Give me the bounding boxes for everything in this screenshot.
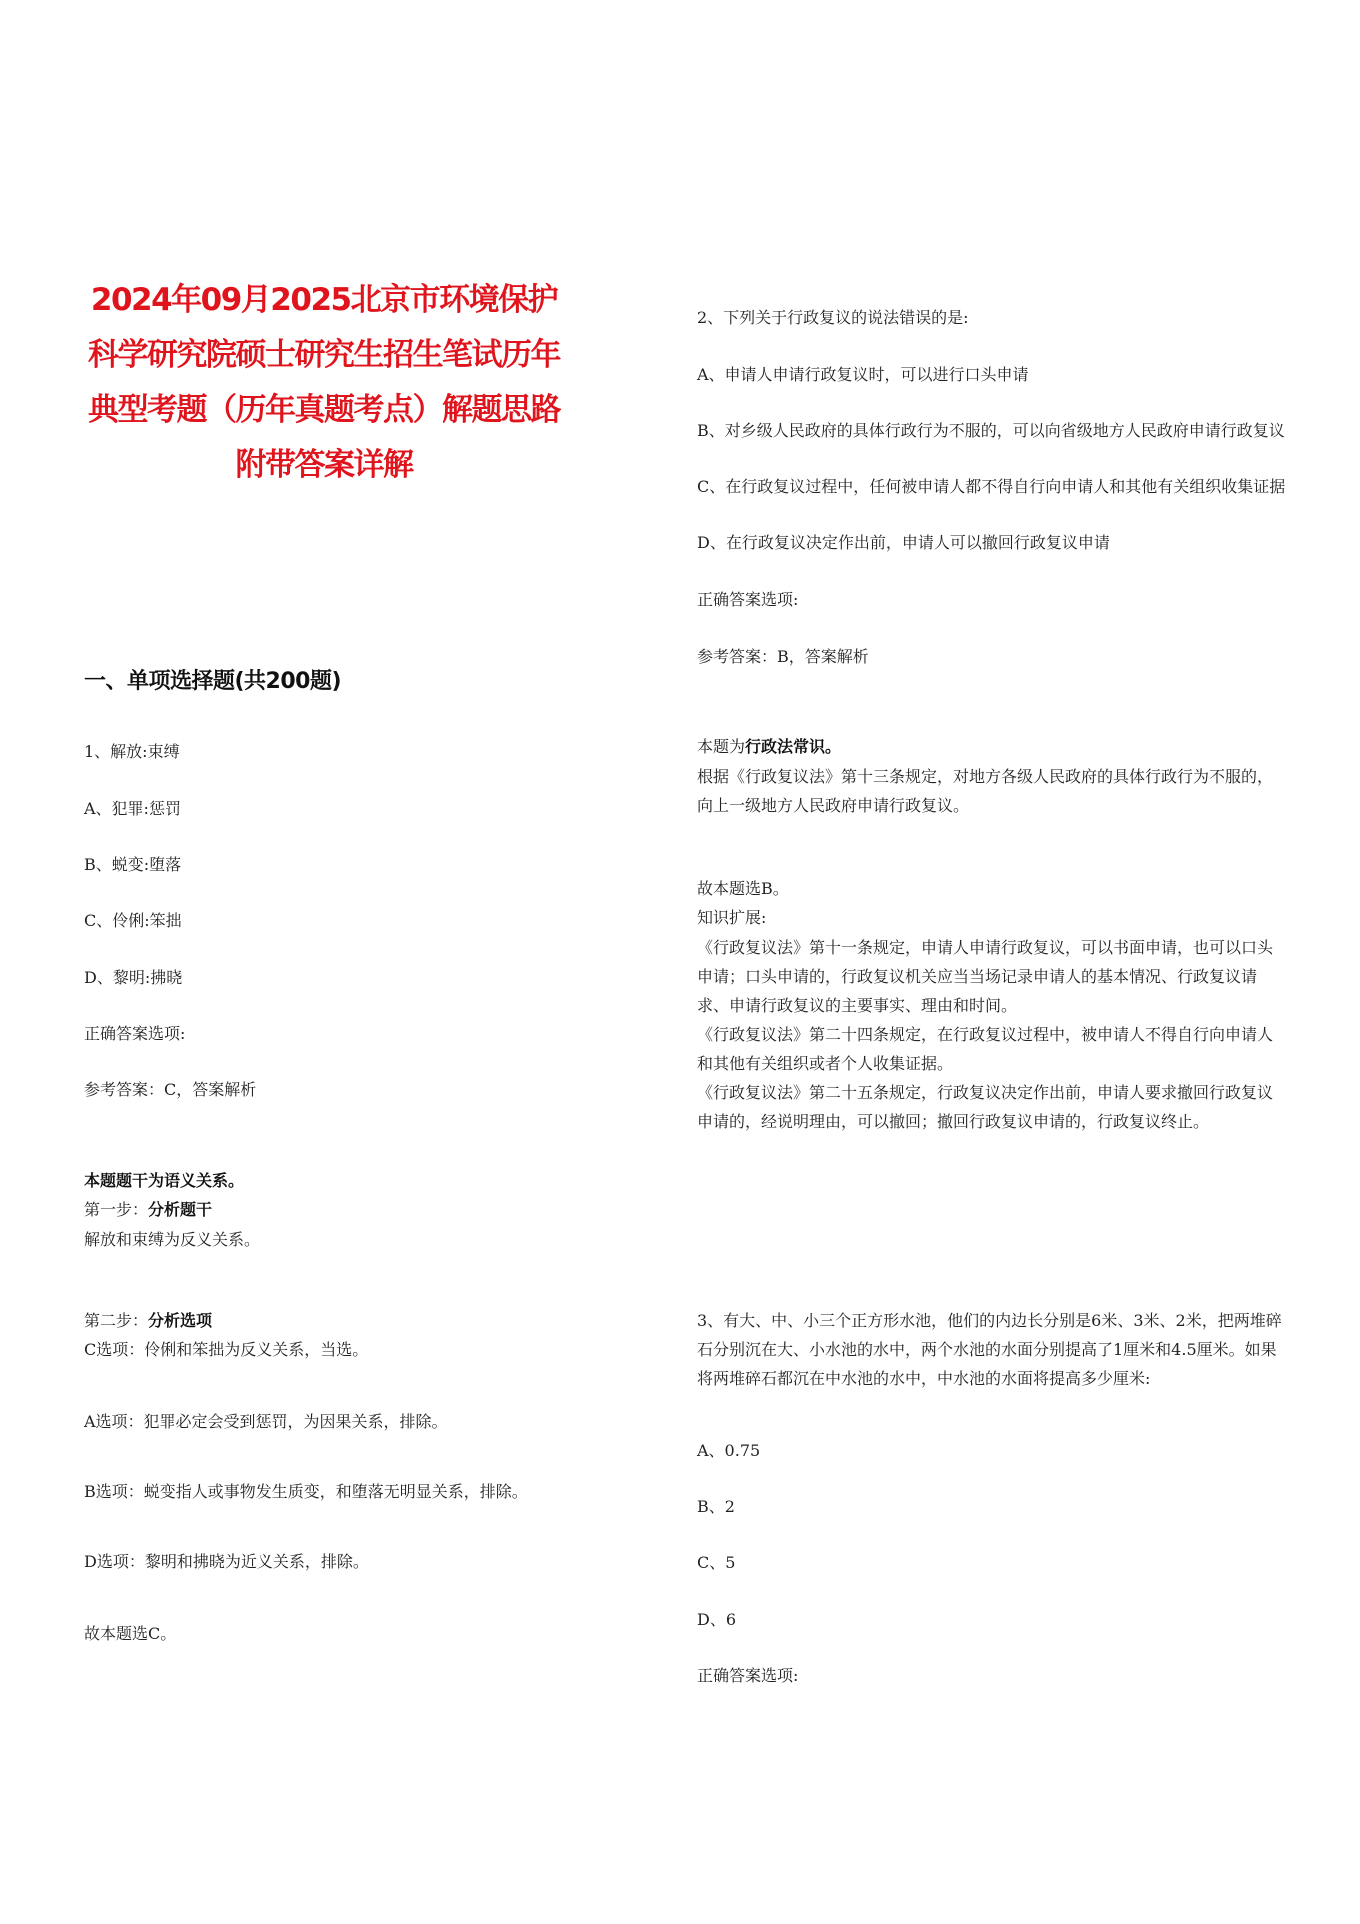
q2-option-d: D、在行政复议决定作出前，申请人可以撤回行政复议申请 [697, 533, 1110, 552]
q1-option-a-analysis: A选项：犯罪必定会受到惩罚，为因果关系，排除。 [84, 1412, 448, 1431]
q1-option-a: A、犯罪:惩罚 [84, 799, 181, 818]
q1-step1-line [84, 1198, 212, 1222]
document-title: 2024年09月2025北京市环境保护科学研究院硕士研究生招生笔试历年典型考题（历年真题考点）解题思路附带答案详解 [88, 282, 560, 483]
q3-option-c: C、5 [697, 1553, 736, 1572]
q2-option-c: C、在行政复议过程中，任何被申请人都不得自行向申请人和其他有关组织收集证据 [697, 477, 1286, 496]
q1-explanation-title: 本题题干为语义关系。 [84, 1171, 245, 1190]
q1-step1-prefix: 第一步： [84, 1200, 149, 1219]
q1-step2-line [84, 1309, 212, 1333]
q3-option-a: A、0.75 [697, 1441, 761, 1460]
q2-extension-paragraph-3: 《行政复议法》第二十五条规定，行政复议决定作出前，申请人要求撤回行政复议申请的，经说明理由，可以撤回；撤回行政复议申请的，行政复议终止。 [697, 1083, 1274, 1131]
q2-extension-paragraph-2: 《行政复议法》第二十四条规定，在行政复议过程中，被申请人不得自行向申请人和其他有关组织或者个人收集证据。 [697, 1025, 1274, 1073]
q2-conclusion: 故本题选B。 [697, 879, 789, 898]
q1-option-b: B、蜕变:堕落 [84, 855, 182, 874]
q1-step1-bold: 分析题干 [148, 1200, 213, 1219]
q1-option-c-analysis: C选项：伶俐和笨拙为反义关系，当选。 [84, 1340, 369, 1359]
q1-step2-bold: 分析选项 [148, 1311, 213, 1330]
q2-explanation-paragraph: 根据《行政复议法》第十三条规定，对地方各级人民政府的具体行政行为不服的，向上一级地方人民政府申请行政复议。 [697, 767, 1274, 815]
q2-reference-answer: 参考答案：B，答案解析 [697, 647, 869, 666]
q1-reference-answer: 参考答案：C，答案解析 [84, 1080, 257, 1099]
q2-exp-bold: 行政法常识。 [745, 737, 842, 756]
section-heading: 一、单项选择题(共200题) [84, 669, 342, 694]
q1-stem: 1、解放:束缚 [84, 742, 180, 761]
q3-correct-label: 正确答案选项: [697, 1666, 799, 1685]
q1-option-c: C、伶俐:笨拙 [84, 911, 182, 930]
q1-correct-label: 正确答案选项: [84, 1024, 186, 1043]
q2-extension-paragraph-1: 《行政复议法》第十一条规定，申请人申请行政复议，可以书面申请，也可以口头申请；口头申请的，行政复议机关应当当场记录申请人的基本情况、行政复议请求、申请行政复议的主要事实、理由和时间。 [697, 938, 1274, 1015]
q1-option-d-analysis: D选项：黎明和拂晓为近义关系，排除。 [84, 1552, 369, 1571]
q2-correct-label: 正确答案选项: [697, 590, 799, 609]
q2-exp-prefix: 本题为 [697, 737, 746, 756]
q2-explanation-title [697, 735, 841, 759]
q1-step2-prefix: 第二步： [84, 1311, 149, 1330]
q3-stem: 3、有大、中、小三个正方形水池，他们的内边长分别是6米、3米、2米，把两堆碎石分别沉在大、小水池的水中，两个水池的水面分别提高了1厘米和4.5厘米。如果将两堆碎石都沉在中水池的水中，中水池的水面将提高多少厘米: [697, 1311, 1282, 1388]
q2-extension-label: 知识扩展: [697, 908, 767, 927]
q1-option-d: D、黎明:拂晓 [84, 968, 183, 987]
q3-option-b: B、2 [697, 1497, 735, 1516]
q3-option-d: D、6 [697, 1610, 737, 1629]
q2-stem: 2、下列关于行政复议的说法错误的是: [697, 308, 969, 327]
q1-step1-text: 解放和束缚为反义关系。 [84, 1230, 261, 1249]
q2-option-b: B、对乡级人民政府的具体行政行为不服的，可以向省级地方人民政府申请行政复议 [697, 421, 1285, 440]
q1-conclusion: 故本题选C。 [84, 1624, 177, 1643]
q2-option-a: A、申请人申请行政复议时，可以进行口头申请 [697, 365, 1029, 384]
q1-option-b-analysis: B选项：蜕变指人或事物发生质变，和堕落无明显关系，排除。 [84, 1482, 528, 1501]
